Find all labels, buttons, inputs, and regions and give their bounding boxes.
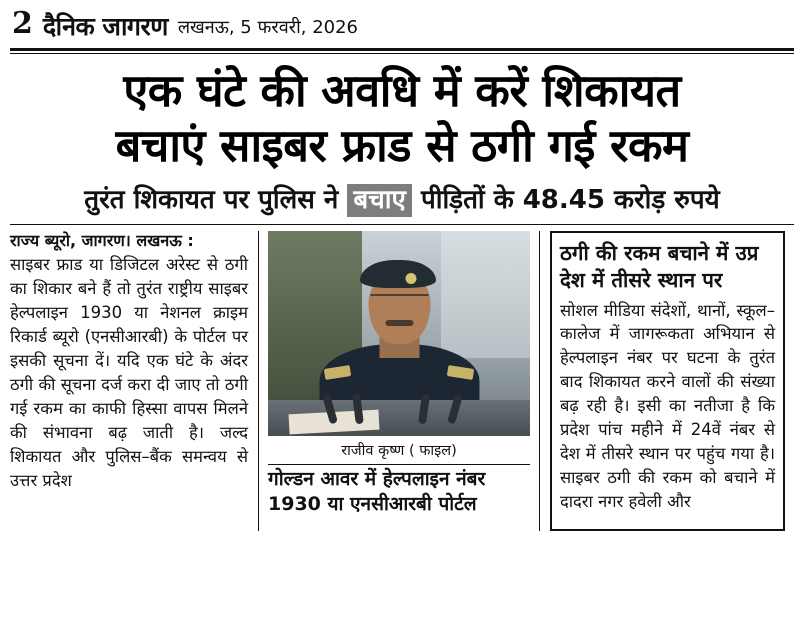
sidebar-box-title: ठगी की रकम बचाने में उप्र देश में तीसरे स्थान पर <box>560 241 759 292</box>
press-conference-photo <box>268 231 530 436</box>
article-columns <box>10 231 794 531</box>
subheadline-before: तुरंत शिकायत पर पुलिस ने <box>84 184 339 215</box>
article-body-left: साइबर फ्राड या डिजिटल अरेस्ट से ठगी का शिकार बने हैं तो तुरंत राष्ट्रीय साइबर हेल्पलाइन 1930 या नेशनल क्राइम रिकार्ड ब्यूरो (एनसीआरबी) के पोर्टल पर इसकी सूचना दें। यदि एक घंटे के अंदर ठगी की सूचना दर्ज करा दी जाए तो ठगी गई रकम का काफी हिस्सा वापस मिलने की संभावना बढ़ जाती है। जल्द शिकायत और पुलिस–बैंक समन्वय से उत्तर प्रदेश <box>10 255 248 490</box>
paper-logo: दैनिक जागरण <box>42 12 168 41</box>
masthead <box>10 0 794 46</box>
byline: राज्य ब्यूरो, जागरण। लखनऊ : <box>10 231 194 251</box>
sidebar-box <box>550 231 785 531</box>
subheadline-highlight: बचाए <box>347 184 411 217</box>
officer-glasses <box>370 294 428 308</box>
headline-line-2: बचाएं साइबर फ्राड से ठगी गई रकम <box>115 118 689 172</box>
page-number: 2 <box>12 6 33 41</box>
sidebar-box-text: सोशल मीडिया संदेशों, थानों, स्कूल–कालेज में जागरूकता अभियान से हेल्पलाइन नंबर पर घटना के तुरंत बाद शिकायत करने वालों की संख्या बढ़ रही है। इसी का नतीजा है कि प्रदेश पांच महीने में 24वें नंबर से देश में तीसरे स्थान पर पहुंच गया है। साइबर ठगी की रकम को बचाने में दादरा नगर हवेली और <box>560 300 775 511</box>
headline <box>10 54 794 176</box>
masthead-rule-thick <box>10 48 794 51</box>
subheadline-after: पीड़ितों के 48.45 करोड़ रुपये <box>420 184 720 215</box>
edition-line: लखनऊ, 5 फरवरी, 2026 <box>177 17 359 38</box>
officer-moustache <box>385 320 413 326</box>
subhead-rule <box>10 224 794 225</box>
photo-caption: राजीव कृष्ण ( फाइल) <box>341 443 457 460</box>
beret-badge-icon <box>405 273 416 284</box>
column-middle <box>259 231 539 531</box>
subheadline <box>10 176 794 223</box>
article-deck: गोल्डन आवर में हेल्पलाइन नंबर 1930 या एनसीआरबी पोर्टल <box>268 468 486 515</box>
column-left <box>10 231 258 531</box>
headline-line-1: एक घंटे की अवधि में करें शिकायत <box>123 64 681 117</box>
column-right <box>540 231 785 531</box>
